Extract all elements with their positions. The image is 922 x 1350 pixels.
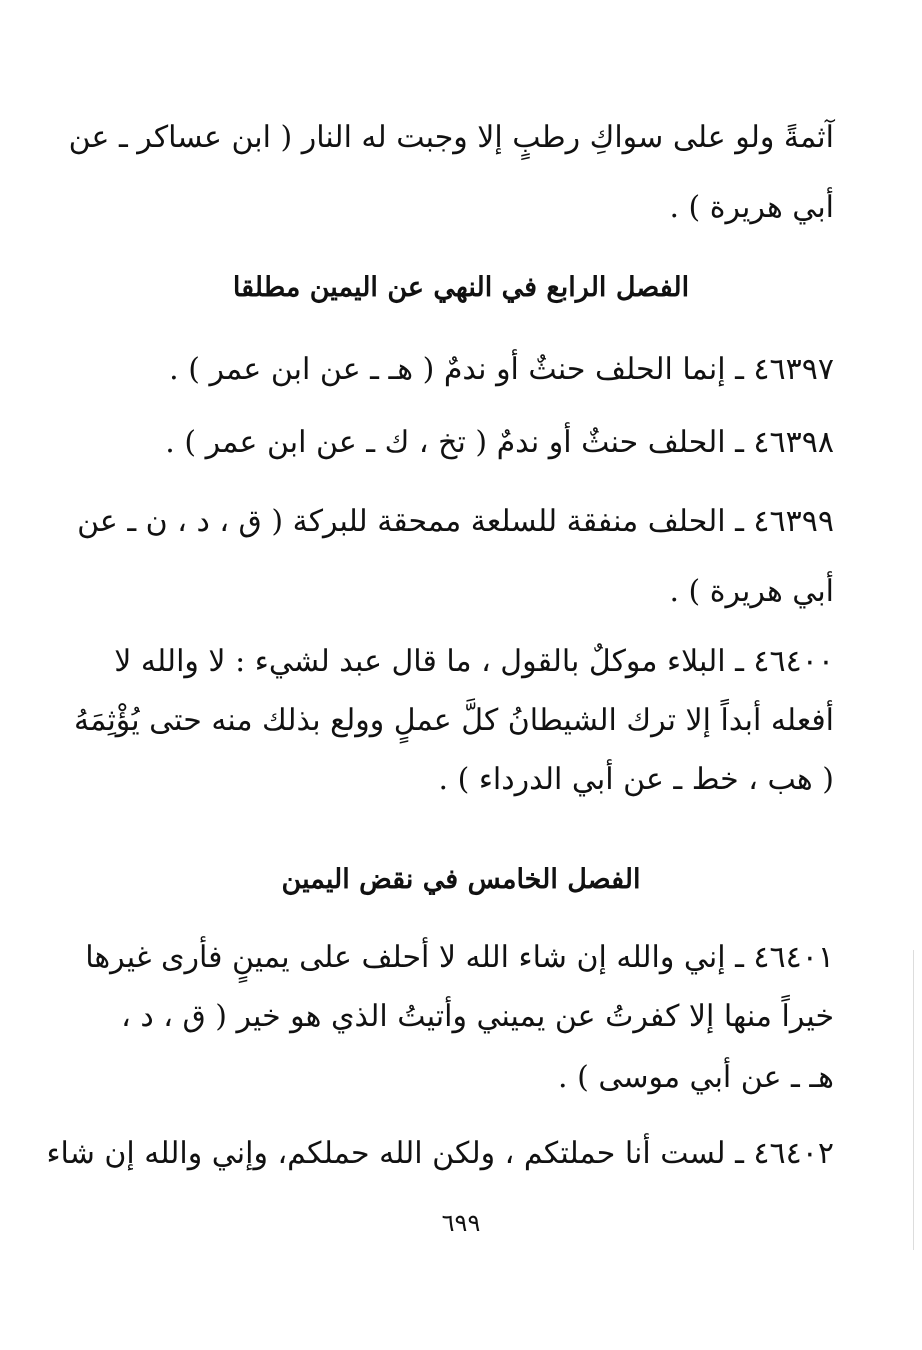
section-heading-5: الفصل الخامس في نقض اليمين bbox=[281, 864, 641, 895]
hadith-46398: ٤٦٣٩٨ ـ الحلف حنثٌ أو ندمٌ ( تخ ، ك ـ عن ابن عمر ) . bbox=[165, 425, 834, 460]
hadith-46399-line-2: أبي هريرة ) . bbox=[669, 574, 834, 609]
hadith-46400-line-2: أفعله أبداً إلا ترك الشيطانُ كلَّ عملٍ وولع بذلك منه حتى يُؤْثِمَهُ bbox=[74, 703, 834, 738]
hadith-46397: ٤٦٣٩٧ ـ إنما الحلف حنثٌ أو ندمٌ ( هـ ـ عن ابن عمر ) . bbox=[169, 352, 834, 387]
hadith-46401-line-3: هـ ـ عن أبي موسى ) . bbox=[558, 1060, 834, 1095]
page-number: ٦٩٩ bbox=[441, 1209, 481, 1237]
hadith-46401-line-2: خيراً منها إلا كفرتُ عن يميني وأتيتُ الذي هو خير ( ق ، د ، bbox=[121, 999, 834, 1034]
continuation-line-2: أبي هريرة ) . bbox=[669, 190, 834, 225]
hadith-46402-line-1: ٤٦٤٠٢ ـ لست أنا حملتكم ، ولكن الله حملكم، وإني والله إن شاء bbox=[46, 1136, 834, 1171]
hadith-46399-line-1: ٤٦٣٩٩ ـ الحلف منفقة للسلعة ممحقة للبركة ( ق ، د ، ن ـ عن bbox=[77, 504, 834, 539]
hadith-46401-line-1: ٤٦٤٠١ ـ إني والله إن شاء الله لا أحلف على يمينٍ فأرى غيرها bbox=[85, 940, 834, 975]
scan-edge-line bbox=[913, 950, 914, 1250]
section-heading-4: الفصل الرابع في النهي عن اليمين مطلقا bbox=[232, 272, 690, 303]
continuation-line-1: آثمةً ولو على سواكِ رطبٍ إلا وجبت له النار ( ابن عساكر ـ عن bbox=[68, 120, 834, 155]
hadith-46400-line-1: ٤٦٤٠٠ ـ البلاء موكلٌ بالقول ، ما قال عبد لشيء : لا والله لا bbox=[114, 644, 834, 679]
hadith-46400-line-3: ( هب ، خط ـ عن أبي الدرداء ) . bbox=[438, 762, 834, 797]
